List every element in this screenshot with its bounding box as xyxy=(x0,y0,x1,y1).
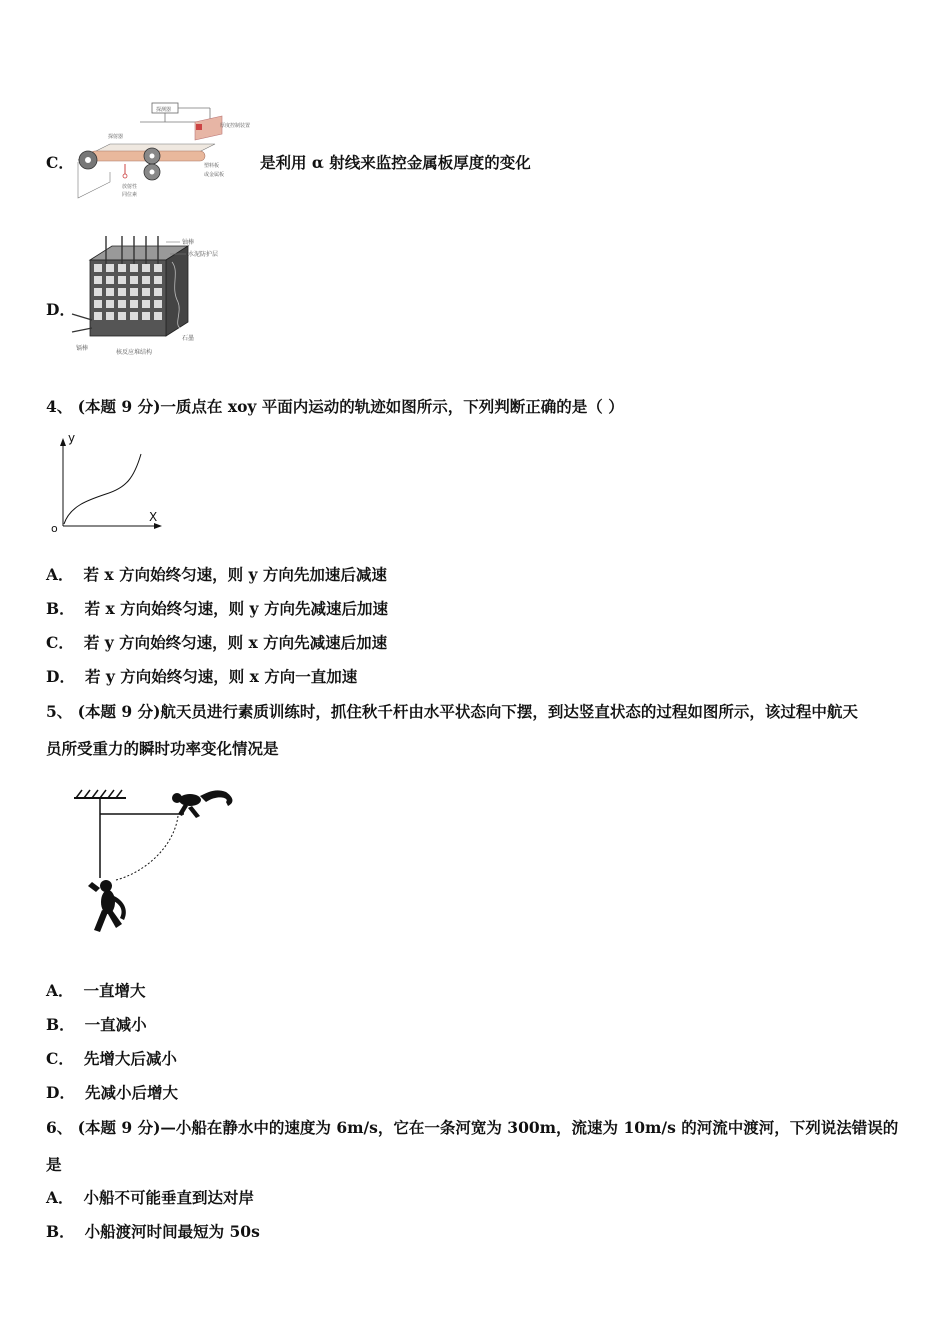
option-letter: B． xyxy=(46,599,75,618)
emitter-label: 探射器 xyxy=(108,134,124,140)
origin-label: o xyxy=(51,522,58,535)
q4-option-b xyxy=(46,597,388,619)
q5-option-c xyxy=(46,1047,177,1069)
option-text: 若 y 方向始终匀速，则 x 方向一直加速 xyxy=(84,667,358,686)
q4-option-a xyxy=(46,563,387,585)
q6-stem-line2: 是 xyxy=(46,1155,62,1174)
shield-label: 水泥防护层 xyxy=(188,251,219,258)
option-letter: C． xyxy=(46,153,74,172)
reactor-figure xyxy=(70,232,230,360)
x-axis-label: X xyxy=(149,510,158,524)
q4-option-d xyxy=(46,665,357,687)
q5-option-a xyxy=(46,979,146,1001)
q5-stem-line1: 5、 (本题 9 分)航天员进行素质训练时，抓住秋千杆由水平状态向下摆，到达竖直状态的过程如图所示，该过程中航天 xyxy=(46,702,858,721)
q5-stem-line2: 员所受重力的瞬时功率变化情况是 xyxy=(46,739,279,758)
rod-label: 铀棒 xyxy=(182,239,195,246)
q5-option-b xyxy=(46,1013,147,1035)
option-text: 小船渡河时间最短为 50s xyxy=(84,1222,260,1241)
option-letter: A． xyxy=(46,981,74,1000)
q3-option-c-text: 是利用 α 射线来监控金属板厚度的变化 xyxy=(260,153,531,172)
option-text: 先增大后减小 xyxy=(83,1049,177,1068)
option-text: 一直增大 xyxy=(83,981,146,1000)
q5-option-d xyxy=(46,1081,178,1103)
option-letter: B． xyxy=(46,1222,75,1241)
plate-label: 塑料板 xyxy=(204,163,220,169)
option-letter: A． xyxy=(46,1188,74,1207)
cadmium-label: 镉棒 xyxy=(76,345,89,352)
q6-option-a xyxy=(46,1186,254,1208)
isotope-label-2: 同位素 xyxy=(122,192,138,198)
plate-label-2: 或金属板 xyxy=(204,172,225,178)
option-letter: A． xyxy=(46,565,74,584)
option-text: 先减小后增大 xyxy=(84,1083,178,1102)
q6-option-b xyxy=(46,1220,260,1242)
option-text: 小船不可能垂直到达对岸 xyxy=(83,1188,255,1207)
thickness-monitor-figure xyxy=(70,100,250,205)
option-letter: C． xyxy=(46,1049,74,1068)
trajectory-figure xyxy=(46,428,166,538)
detector-label: 探测器 xyxy=(156,107,172,113)
control-label: 厚度控制装置 xyxy=(220,123,250,129)
graphite-label: 石墨 xyxy=(182,335,195,342)
option-text: 若 x 方向始终匀速，则 y 方向先减速后加速 xyxy=(84,599,388,618)
reactor-caption: 核反应堆结构 xyxy=(116,349,153,356)
y-axis-label: y xyxy=(68,431,76,445)
q4-stem: 4、 (本题 9 分)一质点在 xoy 平面内运动的轨迹如图所示，下列判断正确的是（ ） xyxy=(46,397,624,416)
option-letter: B． xyxy=(46,1015,75,1034)
option-letter: D． xyxy=(46,300,75,319)
option-text: 一直减小 xyxy=(84,1015,147,1034)
option-text: 若 x 方向始终匀速，则 y 方向先加速后减速 xyxy=(83,565,387,584)
option-letter: C． xyxy=(46,633,74,652)
isotope-label: 放射性 xyxy=(122,184,138,190)
option-letter: D． xyxy=(46,667,75,686)
swing-figure xyxy=(66,784,246,942)
q4-option-c xyxy=(46,631,387,653)
option-text: 若 y 方向始终匀速，则 x 方向先减速后加速 xyxy=(83,633,388,652)
option-letter: D． xyxy=(46,1083,75,1102)
q6-stem-line1: 6、 (本题 9 分)—小船在静水中的速度为 6m/s，它在一条河宽为 300m，流速为 10m/s 的河流中渡河，下列说法错误的 xyxy=(46,1118,899,1137)
